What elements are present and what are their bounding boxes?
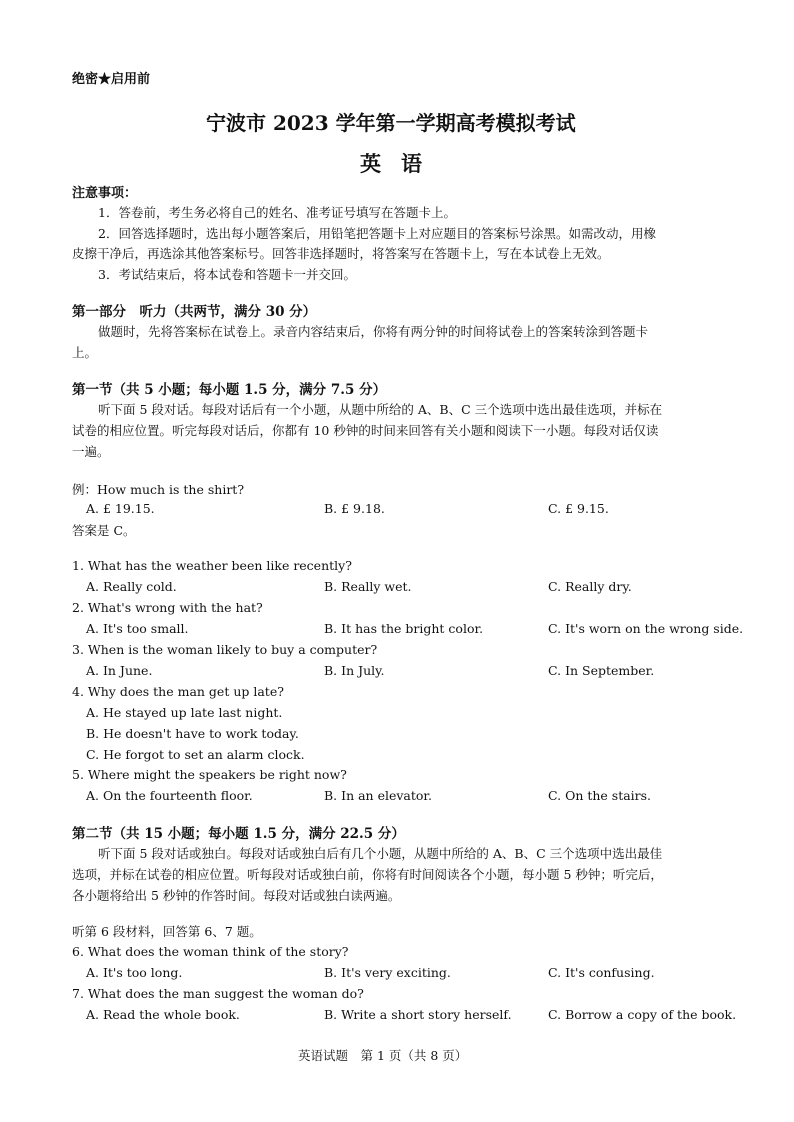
part1-heading: 第一部分 听力（共两节，满分 30 分） — [72, 304, 317, 320]
note-item: 2．回答选择题时，选出每小题答案后，用铅笔把答题卡上对应题目的答案标号涂黑。如需改动，用橡 — [98, 226, 656, 241]
section2-intro: 选项，并标在试卷的相应位置。听每段对话或独白前，你将有时间阅读各个小题，每小题 5 秒钟；听完后， — [72, 867, 663, 882]
option-b: B. It has the bright color. — [324, 621, 484, 636]
section1-intro: 听下面 5 段对话。每段对话后有一个小题，从题中所给的 A、B、C 三个选项中选出最佳选项，并标在 — [98, 402, 663, 417]
option-c: C. Borrow a copy of the book. — [548, 1007, 737, 1022]
confidential-label: 绝密★启用前 — [72, 72, 151, 87]
question-stem: 6. What does the woman think of the story? — [72, 944, 349, 959]
example-question: 例：How much is the shirt? — [72, 482, 245, 497]
example-option-a: A. £ 19.15. — [86, 501, 155, 516]
option-c: C. Really dry. — [548, 579, 632, 594]
section2-intro: 各小题将给出 5 秒钟的作答时间。每段对话或独白读两遍。 — [72, 888, 401, 903]
example-option-c: C. £ 9.15. — [548, 501, 609, 516]
section2-intro: 听下面 5 段对话或独白。每段对话或独白后有几个小题，从题中所给的 A、B、C 三个选项中选出最佳 — [98, 846, 663, 861]
notes-heading: 注意事项： — [72, 186, 138, 201]
option-c: C. On the stairs. — [548, 788, 652, 803]
section2-heading: 第二节（共 15 小题；每小题 1.5 分，满分 22.5 分） — [72, 826, 405, 842]
part1-intro: 上。 — [72, 345, 98, 360]
question-stem: 1. What has the weather been like recently? — [72, 558, 352, 573]
note-item: 皮擦干净后，再选涂其他答案标号。回答非选择题时，将答案写在答题卡上，写在本试卷上无效。 — [72, 246, 610, 261]
option-b: B. He doesn't have to work today. — [86, 726, 299, 741]
option-a: A. It's too long. — [86, 965, 183, 980]
option-a: A. He stayed up late last night. — [86, 705, 283, 720]
option-b: B. In an elevator. — [324, 788, 433, 803]
section1-heading: 第一节（共 5 小题；每小题 1.5 分，满分 7.5 分） — [72, 382, 387, 398]
section1-intro: 一遍。 — [72, 444, 110, 459]
option-b: B. Really wet. — [324, 579, 412, 594]
material-instruction: 听第 6 段材料，回答第 6、7 题。 — [72, 924, 262, 939]
section1-intro: 试卷的相应位置。听完每段对话后，你都有 10 秒钟的时间来回答有关小题和阅读下一小题。每段对话仅读 — [72, 423, 659, 438]
option-a: A. Really cold. — [86, 579, 177, 594]
question-stem: 7. What does the man suggest the woman do? — [72, 986, 364, 1001]
option-c: C. In September. — [548, 663, 655, 678]
note-item: 3．考试结束后，将本试卷和答题卡一并交回。 — [98, 267, 356, 282]
option-a: A. On the fourteenth floor. — [86, 788, 253, 803]
option-c: C. He forgot to set an alarm clock. — [86, 747, 305, 762]
option-b: B. It's very exciting. — [324, 965, 451, 980]
exam-title: 宁波市 2023 学年第一学期高考模拟考试 — [206, 111, 576, 135]
part1-intro: 做题时，先将答案标在试卷上。录音内容结束后，你将有两分钟的时间将试卷上的答案转涂到答题卡 — [98, 324, 649, 339]
option-c: C. It's confusing. — [548, 965, 655, 980]
option-a: A. It's too small. — [86, 621, 189, 636]
option-a: A. In June. — [86, 663, 153, 678]
page-footer: 英语试题 第 1 页（共 8 页） — [298, 1048, 468, 1063]
subject-title: 英语 — [360, 151, 442, 176]
option-b: B. In July. — [324, 663, 385, 678]
option-a: A. Read the whole book. — [86, 1007, 240, 1022]
option-b: B. Write a short story herself. — [324, 1007, 512, 1022]
example-option-b: B. £ 9.18. — [324, 501, 385, 516]
question-stem: 4. Why does the man get up late? — [72, 684, 284, 699]
note-item: 1．答卷前，考生务必将自己的姓名、准考证号填写在答题卡上。 — [98, 205, 456, 220]
question-stem: 2. What's wrong with the hat? — [72, 600, 263, 615]
option-c: C. It's worn on the wrong side. — [548, 621, 744, 636]
question-stem: 3. When is the woman likely to buy a computer? — [72, 642, 378, 657]
question-stem: 5. Where might the speakers be right now? — [72, 767, 347, 782]
example-answer: 答案是 C。 — [72, 523, 136, 538]
